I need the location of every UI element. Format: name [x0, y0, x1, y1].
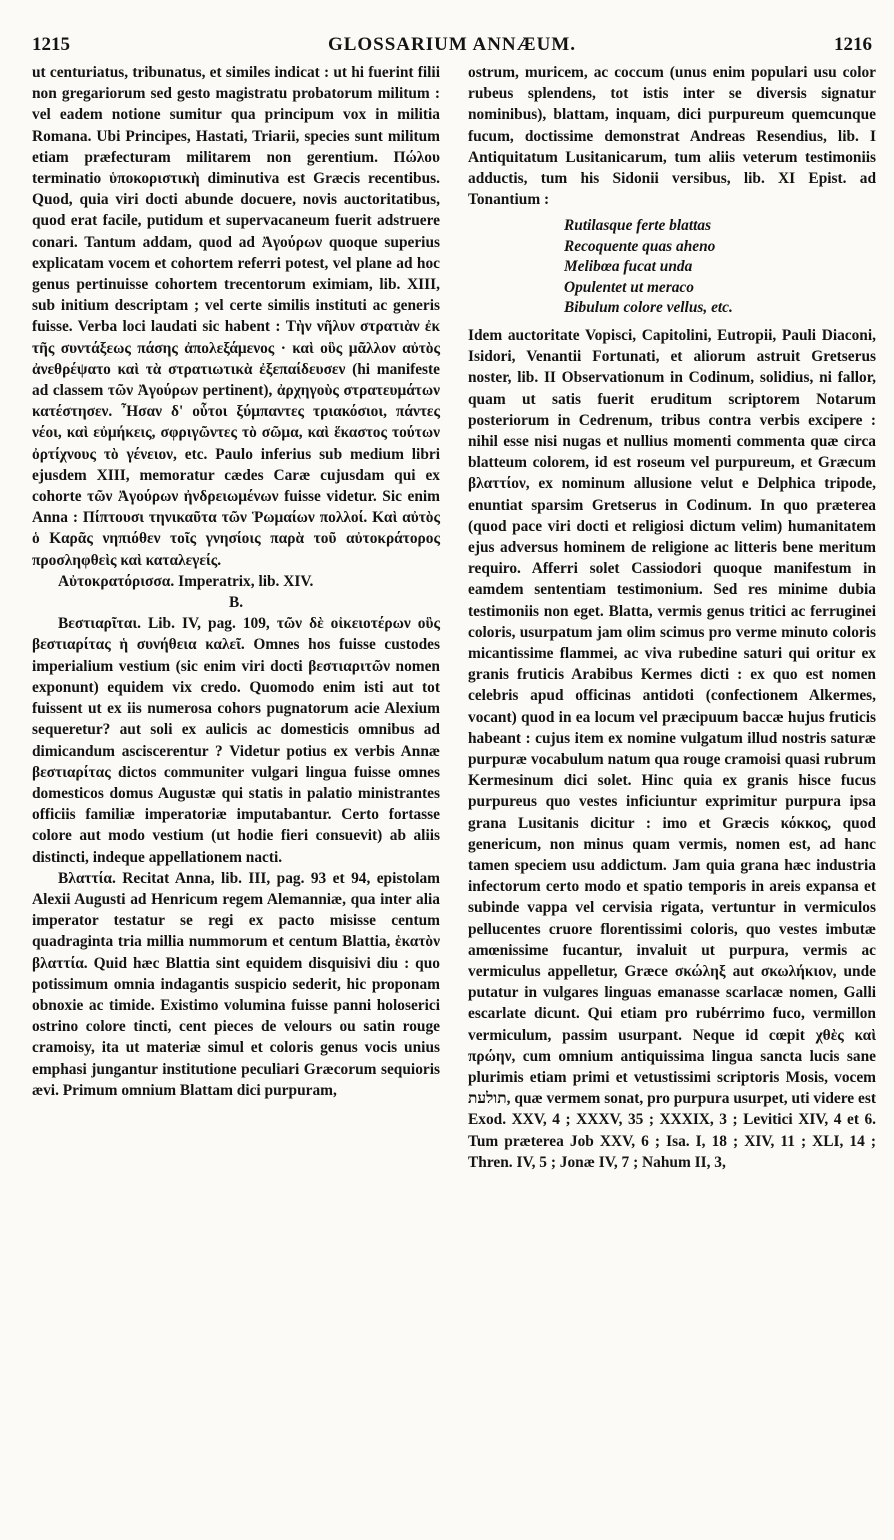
verse-line: Melibœa fucat unda [564, 258, 693, 276]
right-column [468, 62, 876, 1173]
verse-line: Bibulum colore vellus, etc. [564, 299, 733, 317]
entry-autokratorissa: Αὐτοκρατόρισσα. Imperatrix, lib. XIV. [58, 572, 314, 590]
paragraph: Idem auctoritate Vopisci, Capitolini, Eutropii, Pauli Diaconi, Isidori, Venantii Fortunati, et aliorum astruit Gretserus noster, lib. II Observationum in Codinum, solidius, ni fallor, quam ut satis fuerit eruditum scriptorem Notarum posteriorum in Cedrenum, tribus contra verbis excipere : nihil esse nisi nugas et nullius momenti commenta quæ circa blatteum colorem, id est roseum vel purpureum, et Græcum βλαττίον, ex nominum allusione velut e Delphica tripode, enuntiat sparsim Gretserus in Codinum. In quo præterea (quod pace viri docti et religiosi dictum velim) humanitatem ejus adversus hominem de religione ac litteris bene meritum requiro. Afferri solet Cassiodori quoque manifestum in eamdem sententiam testimonium. Sed res minime dubia testimoniis non eget. Blatta, vermis genus tritici ac ferruginei coloris, usurpatum jam olim scimus pro verme minuto coloris micantissime flammei, ac viva rubedine saturi qui oritur ex granis fruticis Arabibus Kermes dicti : ex quo est nomen celebris apud officinas antidoti (confectionem Alkermes, vocant) quod in ea locum vel præcipuum baccæ hujus fruticis habeant : cujus item ex nomine vulgatum illud nostris saturæ purpuræ vocabulum natum qua rouge cramoisi quasi rubrum Kermesinum dici solet. Hinc quia ex granis hisce fucus purpureus quo vestes inficiuntur exprimitur purpura ipsa grana Lusitanis dicitur : imo et Græcis κόκκος, quod genericum, non minus quam vermis, nomen est, ad hanc tamen speciem usu addictum. Jam quia grana hæc industria infectorum certo modo et spatio temporis in areis expansa et subinde vappa vel cervisia rigata, vertuntur in vermiculos pellucentes cruore florentissimi coloris, quo vestes imbutæ amœnissime fucantur, invaluit ut purpura, vermis ac vermiculus appelletur, Græce σκώληξ aut σκωλήκιον, unde putatur in vulgares linguas emanasse scarlacæ nomen, Galli escarlate dicunt. Qui etiam pro rubérrimo fuco, vermillon vermiculum, passim usurpant. Neque id cœpit χθὲς καὶ πρώην, cum omnium antiquissima lingua sancta lucis sane plurimis etiam primi et vetustissimi scriptoris Mosis, vocem תולעת, quæ vermem sonat, pro purpura usurpet, uti videre est Exod. XXV, 4 ; XXXV, 35 ; XXXIX, 3 ; Levitici XIV, 4 et 6. Tum præterea Job XXV, 6 ; Isa. I, 18 ; XIV, 11 ; XLI, 14 ; Thren. IV, 5 ; Jonæ IV, 7 ; Nahum II, 3, [468, 326, 876, 1171]
verse-line: Rutilasque ferte blattas [564, 217, 712, 235]
running-title: GLOSSARIUM ANNÆUM. [327, 34, 577, 55]
left-column [32, 62, 440, 1101]
page-header [32, 34, 872, 60]
verse-line: Recoquente quas aheno [564, 237, 716, 255]
entry-vestiaritai: Βεστιαρῖται. Lib. IV, pag. 109, τῶν δὲ οἰκειοτέρων οὓς βεστιαρίτας ἡ συνήθεια καλεῖ. Omnes hos fuisse custodes imperialium vestium (sic enim viri docti βεστιαριτῶν nomen exponunt) equidem vix credo. Quomodo enim isti aut tot fuissent ut ex iis numerosa cohors pugnatorum acie Alexium sequeretur? aut soli ex aulicis ac domesticis omnibus ad dimicandum asciscerentur ? Videtur potius ex verbis Annæ βεστιαρίτας dictos communiter vulgari lingua fuisse omnes domesticos domus Augustæ qui statis in palatio ministrantes officiis familiæ imperatoriæ imputabantur. Certo fortasse colore aut modo vestium (ut hodie fieri consuevit) ab aliis distincti, indeque appellationem nacti. [32, 615, 440, 866]
section-letter: B. [228, 594, 244, 612]
verse-quotation [564, 216, 876, 319]
paragraph: ut centuriatus, tribunatus, et similes indicat : ut hi fuerint filii non gregariorum sed gesto magistratu probatorum militum : vel eadem notione sumitur qua principum vox in militia Romana. Ubi Principes, Hastati, Triarii, species sunt militum etiam præfecturam militarem non gerentium. Πώλου terminatio ὑποκοριστικὴ diminutiva est Græcis recentibus. Quod, quia viri docti abunde docuere, novis auctoritatibus, quod erat facile, putidum et supervacaneum fuerit adstruere conari. Tantum addam, quod ad Ἀγούρων quoque superius explicatam vocem et cohortem referri potest, vel plane ad hoc genus pertinuisse cohortem trecentorum eximiam, lib. XIII, sub initium descriptam ; vel certe similis instituti ac generis fuisse. Verba loci laudati sic habent : Τὴν νῆλυν στρατιὰν ἐκ τῆς συντάξεως πάσης ἀπολεξάμενος · καὶ οὓς μᾶλλον αὐτὸς ἀνεθρέψατο καὶ τὰ στρατιωτικὰ ἐξεπαίδευσεν (hi manifeste ad classem τῶν Ἀγούρων pertinent), ἀρχηγοὺς στρατευμάτων κατέστησεν. Ἦσαν δ' οὗτοι ξύμπαντες τριακόσιοι, πάντες νέοι, καὶ εὐμήκεις, σφριγῶντες τὸ σῶμα, καὶ ἕκαστος τούτων ὀρτίχνους τὸ γένειον, etc. Paulo inferius sub medium libri ejusdem XIII, memoratur cædes Caræ cujusdam qui ex cohorte τῶν Ἀγούρων ἠνδρειωμένων fuisse videtur. Sic enim Anna : Πίπτουσι τηνικαῦτα τῶν Ῥωμαίων πολλοί. Καὶ αὐτὸς ὁ Καρᾶς νηπιόθεν τοῖς γνησίοις παρὰ τοῦ αὐτοκράτορος προσληφθεὶς καὶ καταλεγείς. [32, 64, 440, 569]
verse-line: Opulentet ut meraco [564, 278, 694, 296]
paragraph: ostrum, muricem, ac coccum (unus enim populari usu color rubeus splendens, tot istis inter se diversis signatur nominibus), blattam, inquam, dici purpureum quemcunque fucum, doctissime demonstrat Andreas Resendius, lib. I Antiquitatum Lusitanicarum, tum aliis veterum testimoniis adductis, tum his Sidonii versibus, lib. XI Epist. ad Tonantium : [468, 64, 876, 209]
left-page-number: 1215 [32, 34, 70, 55]
entry-blattia: Βλαττία. Recitat Anna, lib. III, pag. 93 et 94, epistolam Alexii Augusti ad Henricum regem Alemanniæ, qua inter alia imperator testatur se regi ex pacto misisse centum quadraginta tria millia nummorum et centum Blattia, ἑκατὸν βλαττία. Quid hæc Blattia sint equidem disquisivi diu : quo potissimum omnia indagantis suspicio sederit, hic proponam obnoxie ac timide. Existimo volumina fuisse panni holoserici ostrino colore tincti, cent pieces de velours ou satin rouge cramoisy, ita ut materiæ simul et coloris genus vocis unius emphasi jungantur institutione peculiari Græcorum sequioris ævi. Primum omnium Blattam dici purpuram, [32, 869, 440, 1099]
right-page-number: 1216 [834, 34, 872, 55]
